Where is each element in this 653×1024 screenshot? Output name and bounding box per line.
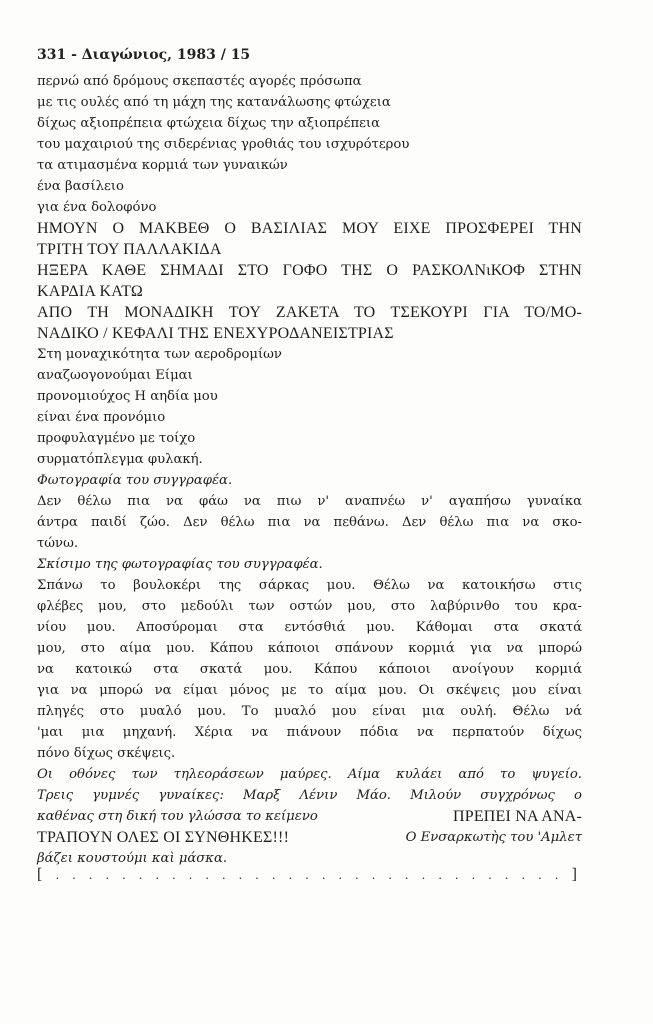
final-line-italic-part: Ο Ενσαρκωτὴς του 'Αμλετ <box>405 830 582 845</box>
caps-line: ΚΑΡΔΙΑ ΚΑΤΩ <box>37 283 143 300</box>
prose-line: πληγές στο μυαλό μου. Το μυαλό μου είναι μια ουλή. Θέλω νά <box>37 704 582 719</box>
omission-dot: . <box>455 867 459 882</box>
omission-dot: . <box>305 867 309 882</box>
omission-dot: . <box>421 867 426 882</box>
omission-dot: . <box>505 867 509 882</box>
omission-dot: . <box>554 867 559 882</box>
caps-line: ΗΜΟΥΝ Ο ΜΑΚΒΕΘ Ο ΒΑΣΙΛΙΑΣ ΜΟΥ ΕΙΧΕ ΠΡΟΣΦΕΡΕΙ ΤΗΝ <box>37 220 582 237</box>
final-line-mixed <box>37 827 582 848</box>
prose-line: να κατοικώ στα σκατά μου. Κάπου κάποιοι ανοίγουν κορμιά <box>37 662 582 677</box>
final-line-mixed <box>37 806 582 827</box>
page-header: 331 - Διαγώνιος, 1983 / 15 <box>37 47 251 63</box>
omission-dot: . <box>272 867 276 882</box>
omission-dot: . <box>355 867 359 882</box>
omission-dot: . <box>471 867 475 882</box>
omission-dot: . <box>72 867 76 882</box>
omission-dot: . <box>155 867 159 882</box>
caps-line: ΤΡΙΤΗ ΤΟΥ ΠΑΛΛΑΚΙΔΑ <box>37 241 222 258</box>
poem-line: για ένα δολοφόνο <box>37 200 157 215</box>
omission-dot: . <box>538 867 542 882</box>
omission-dot: . <box>89 867 93 882</box>
prose-line: Σπάνω το βουλοκέρι της σάρκας μου. Θέλω να κατοικήσω στις <box>37 578 582 593</box>
poem-line: τα ατιμασμένα κορμιά των γυναικών <box>37 158 288 173</box>
prose-line: άντρα παιδί ζώο. Δεν θέλω πια να πεθάνω. Δεν θέλω πια να σκο- <box>37 515 582 530</box>
prose-line: 'μαι μια μηχανή. Χέρια να πιάνουν πόδια να περπατούν δίχως <box>37 725 582 740</box>
final-line: βάζει κουστούμι καὶ μάσκα. <box>37 851 228 866</box>
caps-line: ΗΞΕΡΑ ΚΑΘΕ ΣΗΜΑΔΙ ΣΤΟ ΓΟΦΟ ΤΗΣ Ο ΡΑΣΚΟΛΝιΚΟΦ ΣΤΗΝ <box>37 262 582 279</box>
verse-line: προφυλαγμένο με τοίχο <box>37 431 196 446</box>
bracket-open: [ <box>37 866 43 883</box>
text-body <box>37 71 582 869</box>
stage-direction: Φωτογραφία του συγγραφέα. <box>37 473 233 488</box>
caps-line: ΑΠΟ ΤΗ ΜΟΝΑΔΙΚΗ ΤΟΥ ΖΑΚΕΤΑ ΤΟ ΤΣΕΚΟΥΡΙ ΓΙΑ ΤΟ/ΜΟ- <box>37 304 582 321</box>
final-line-italic-part: καθένας στη δική του γλώσσα το κείμενο <box>37 809 318 824</box>
final-line: Τρεις γυμνές γυναίκες: Μαρξ Λένιν Μάο. Μιλούν συγχρόνως ο <box>37 788 582 803</box>
omission-dot: . <box>105 867 109 882</box>
stage-direction: Οι οθόνες των τηλεοράσεων μαύρες. Αίμα κυλάει από το ψυγείο. <box>37 767 582 782</box>
prose-line: μου, στο αίμα μου. Κάπου κάποιοι σπάνουν κορμιά για να μπορώ <box>37 641 582 656</box>
final-line-caps-part: ΤΡΑΠΟΥΝ ΟΛΕΣ ΟΙ ΣΥΝΘΗΚΕΣ!!! <box>37 829 290 846</box>
omission-dot: . <box>55 867 59 882</box>
poem-line: με τις ουλές από τη μάχη της κατανάλωσης φτώχεια <box>37 95 391 110</box>
omission-dot: . <box>172 867 176 882</box>
prose-line: για να μπορώ να είμαι μόνος με το αίμα μου. Οι σκέψεις μου είναι <box>37 683 582 698</box>
bracket-close: ] <box>571 866 577 883</box>
poem-line: ένα βασίλειο <box>37 179 124 194</box>
verse-line: συρματόπλεγμα φυλακή. <box>37 452 203 467</box>
poem-line: δίχως αξιοπρέπεια φτώχεια δίχως την αξιοπρέπεια <box>37 116 381 131</box>
prose-line: Δεν θέλω πια να φάω να πιω ν' αναπνέω ν' αγαπήσω γυναίκα <box>37 494 582 509</box>
poem-line: περνώ από δρόμους σκεπαστές αγορές πρόσωπα <box>37 74 362 89</box>
omission-dot: . <box>321 867 326 882</box>
omission-dot: . <box>521 867 525 882</box>
omission-dot: . <box>238 867 243 882</box>
verse-line: αναζωογονούμαι Είμαι <box>37 368 193 383</box>
omission-dot: . <box>405 867 409 882</box>
prose-line: νίου μου. Αποσύρομαι στα εντόσθιά μου. Κάθομαι στα σκατά <box>37 620 582 635</box>
verse-line: προνομιούχος Η αηδία μου <box>37 389 218 404</box>
omission-dot: . <box>222 867 226 882</box>
omission-dot: . <box>371 867 376 882</box>
poem-line: του μαχαιριού της σιδερένιας γροθιάς του ισχυρότερου <box>37 137 410 152</box>
prose-line: φλέβες μου, στο μεδούλι των οστών μου, στο λαβύρινθο του κρα- <box>37 599 582 614</box>
omission-dot: . <box>138 867 143 882</box>
caps-line: ΝΑΔΙΚΟ / ΚΕΦΑΛΙ ΤΗΣ ΕΝΕΧΥΡΟΔΑΝΕΙΣΤΡΙΑΣ <box>37 325 394 342</box>
omission-dot: . <box>438 867 442 882</box>
omission-dot: . <box>288 867 292 882</box>
omission-marker <box>37 866 577 884</box>
omission-dot: . <box>122 867 126 882</box>
omission-dot: . <box>205 867 209 882</box>
final-line-caps-part: ΠΡΕΠΕΙ ΝΑ ΑΝΑ- <box>452 808 582 825</box>
prose-line: τώνω. <box>37 536 79 551</box>
prose-line: πόνο δίχως σκέψεις. <box>37 746 176 761</box>
omission-dot: . <box>255 867 259 882</box>
verse-line: είναι ένα προνόμιο <box>37 410 166 425</box>
omission-dot: . <box>188 867 193 882</box>
omission-dot: . <box>338 867 342 882</box>
verse-line: Στη μοναχικότητα των αεροδρομίων <box>37 347 282 362</box>
stage-direction: Σκίσιμο της φωτογραφίας του συγγραφέα. <box>37 557 323 572</box>
omission-dot: . <box>388 867 392 882</box>
omission-dot: . <box>488 867 492 882</box>
